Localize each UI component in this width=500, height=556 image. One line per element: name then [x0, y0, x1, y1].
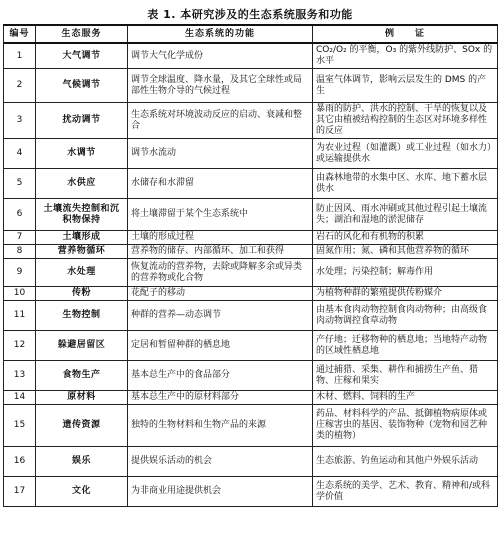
table-row: [4, 391, 498, 405]
row-example: 生态系统的美学、艺术、教育、精神和/或科学价值: [313, 477, 498, 507]
table-row: [4, 405, 498, 447]
row-function: 生态系统对环境波动反应的启动、衰减和整合: [128, 103, 313, 139]
row-example: 暴雨的防护、洪水的控制、干旱的恢复以及其它由植被结构控制的生态区对环境多样性的反应: [313, 103, 498, 139]
row-function: 种群的营养—动态调节: [128, 301, 313, 331]
row-service: 扰动调节: [36, 103, 128, 139]
table-caption: 表 1. 本研究涉及的生态系统服务和功能: [147, 8, 353, 21]
table-row: [4, 477, 498, 507]
row-number: 2: [4, 69, 36, 103]
table-row: [4, 69, 498, 103]
row-number: 6: [4, 199, 36, 231]
row-number: 8: [4, 245, 36, 259]
row-function: 将土壤滞留于某个生态系统中: [128, 199, 313, 231]
row-example: CO₂/O₂ 的平衡，O₃ 的紫外线防护、SOx 的水平: [313, 43, 498, 69]
row-example: 由基本食肉动物控制食肉动物种；由高级食肉动物调控食草动物: [313, 301, 498, 331]
row-number: 7: [4, 231, 36, 245]
row-service: 土壤流失控制和沉积物保持: [36, 199, 128, 231]
table-row: [4, 361, 498, 391]
row-service: 气候调节: [36, 69, 128, 103]
row-example: 产仔地；迁移物种的栖息地；当地特产动物的区域性栖息地: [313, 331, 498, 361]
row-number: 5: [4, 169, 36, 199]
row-example: 由森林地带的水集中区、水库、地下蓄水层供水: [313, 169, 498, 199]
row-example: 防止因风、雨水冲刷或其他过程引起土壤流失；湖泊和湿地的淤泥储存: [313, 199, 498, 231]
table-row: [4, 331, 498, 361]
row-service: 文化: [36, 477, 128, 507]
header-function: 生态系统的功能: [128, 25, 313, 43]
row-function: 基本总生产中的食品部分: [128, 361, 313, 391]
row-service: 水调节: [36, 139, 128, 169]
row-function: 调节水流动: [128, 139, 313, 169]
row-service: 大气调节: [36, 43, 128, 69]
row-service: 遗传资源: [36, 405, 128, 447]
header-row: [4, 25, 498, 43]
table-row: [4, 43, 498, 69]
header-example: 例 证: [313, 25, 498, 43]
row-function: 定居和暂留种群的栖息地: [128, 331, 313, 361]
row-example: 温室气体调节，影响云层发生的 DMS 的产生: [313, 69, 498, 103]
row-function: 调节全球温度、降水量，及其它全球性或局部性生物介导的气候过程: [128, 69, 313, 103]
table-row: [4, 447, 498, 477]
row-function: 独特的生物材料和生物产品的来源: [128, 405, 313, 447]
row-function: 花配子的移动: [128, 287, 313, 301]
row-number: 16: [4, 447, 36, 477]
row-number: 10: [4, 287, 36, 301]
row-function: 调节大气化学成份: [128, 43, 313, 69]
table-row: [4, 103, 498, 139]
row-example: 固氮作用；氮、磷和其他营养物的循环: [313, 245, 498, 259]
row-function: 恢复流动的营养物，去除或降解多余或异类的营养物或化合物: [128, 259, 313, 287]
row-example: 通过捕猎、采集、耕作和捕捞生产鱼、猎物、庄稼和果实: [313, 361, 498, 391]
row-number: 13: [4, 361, 36, 391]
row-example: 木材、燃料、饲料的生产: [313, 391, 498, 405]
row-service: 水处理: [36, 259, 128, 287]
table-row: [4, 169, 498, 199]
header-number: 编号: [4, 25, 36, 43]
table-row: [4, 287, 498, 301]
row-function: 为非商业用途提供机会: [128, 477, 313, 507]
table-row: [4, 199, 498, 231]
table-row: [4, 245, 498, 259]
table-row: [4, 139, 498, 169]
row-function: 水储存和水滞留: [128, 169, 313, 199]
row-function: 营养物的储存、内部循环、加工和获得: [128, 245, 313, 259]
row-service: 生物控制: [36, 301, 128, 331]
row-number: 17: [4, 477, 36, 507]
row-service: 原材料: [36, 391, 128, 405]
row-example: 水处理；污染控制；解毒作用: [313, 259, 498, 287]
row-number: 11: [4, 301, 36, 331]
row-number: 3: [4, 103, 36, 139]
row-function: 基本总生产中的原材料部分: [128, 391, 313, 405]
table-row: [4, 301, 498, 331]
row-example: 为植物种群的繁殖提供传粉媒介: [313, 287, 498, 301]
row-number: 9: [4, 259, 36, 287]
table-header: [4, 25, 498, 43]
row-example: 为农业过程（如灌溉）或工业过程（如水力）或运输提供水: [313, 139, 498, 169]
row-example: 生态旅游、钓鱼运动和其他户外娱乐活动: [313, 447, 498, 477]
row-number: 12: [4, 331, 36, 361]
row-service: 水供应: [36, 169, 128, 199]
row-function: 土壤的形成过程: [128, 231, 313, 245]
row-service: 躲避居留区: [36, 331, 128, 361]
table-body: [4, 43, 498, 507]
row-number: 1: [4, 43, 36, 69]
row-example: 岩石的风化和有机物的积累: [313, 231, 498, 245]
row-number: 4: [4, 139, 36, 169]
header-service: 生态服务: [36, 25, 128, 43]
row-number: 15: [4, 405, 36, 447]
row-service: 传粉: [36, 287, 128, 301]
ecosystem-services-table: [3, 24, 498, 507]
row-function: 提供娱乐活动的机会: [128, 447, 313, 477]
row-service: 食物生产: [36, 361, 128, 391]
table-row: [4, 231, 498, 245]
row-service: 娱乐: [36, 447, 128, 477]
row-service: 土壤形成: [36, 231, 128, 245]
row-number: 14: [4, 391, 36, 405]
row-service: 营养物循环: [36, 245, 128, 259]
row-example: 药品、材料科学的产品、抵御植物病原体或庄稼害虫的基因、装饰物种（宠物和园艺种类的植物）: [313, 405, 498, 447]
table-row: [4, 259, 498, 287]
